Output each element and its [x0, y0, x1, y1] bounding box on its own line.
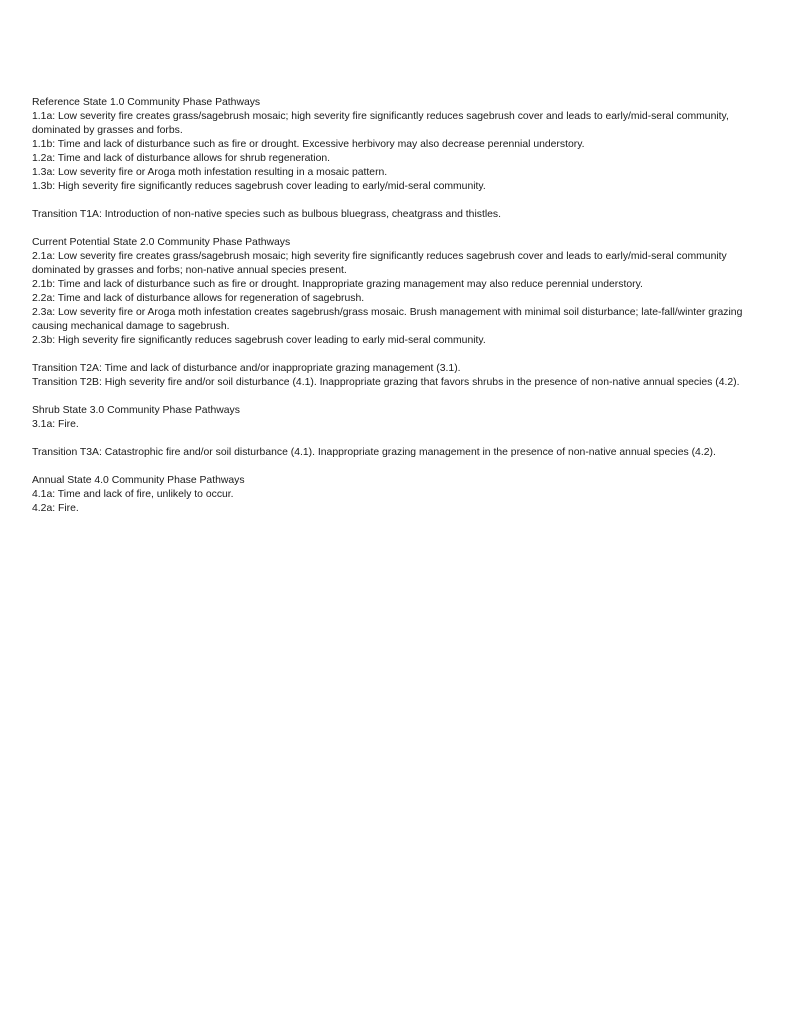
section-transition-t1a	[32, 208, 767, 222]
document-page	[32, 96, 767, 530]
section-annual-state	[32, 474, 767, 516]
pathway-1-2a: 1.2a: Time and lack of disturbance allows for shrub regeneration.	[32, 153, 331, 164]
pathway-3-1a: 3.1a: Fire.	[32, 419, 79, 430]
section-heading: Current Potential State 2.0 Community Phase Pathways	[32, 237, 291, 248]
section-heading: Annual State 4.0 Community Phase Pathways	[32, 475, 245, 486]
pathway-4-2a: 4.2a: Fire.	[32, 503, 79, 514]
transition-t2b: Transition T2B: High severity fire and/or soil disturbance (4.1). Inappropriate grazing that favors shrubs in the presence of non-native annual species (4.2).	[32, 377, 740, 388]
section-heading: Shrub State 3.0 Community Phase Pathways	[32, 405, 240, 416]
pathway-2-3b: 2.3b: High severity fire significantly reduces sagebrush cover leading to early mid-seral community.	[32, 335, 486, 346]
section-heading: Reference State 1.0 Community Phase Pathways	[32, 97, 261, 108]
section-transition-t3a	[32, 446, 767, 460]
pathway-1-1b: 1.1b: Time and lack of disturbance such as fire or drought. Excessive herbivory may also decrease perennial understory.	[32, 139, 585, 150]
pathway-2-1a: 2.1a: Low severity fire creates grass/sagebrush mosaic; high severity fire significantly reduces sagebrush cover and leads to early/mid-seral community dominated by grasses and forbs; non-native annual species present.	[32, 251, 727, 276]
transition-t2a: Transition T2A: Time and lack of disturbance and/or inappropriate grazing management (3.1).	[32, 363, 461, 374]
pathway-4-1a: 4.1a: Time and lack of fire, unlikely to occur.	[32, 489, 234, 500]
pathway-2-3a: 2.3a: Low severity fire or Aroga moth infestation creates sagebrush/grass mosaic. Brush management with minimal soil disturbance; late-fall/winter grazing causing mechanical damage to sagebrush.	[32, 307, 743, 332]
pathway-1-1a: 1.1a: Low severity fire creates grass/sagebrush mosaic; high severity fire significantly reduces sagebrush cover and leads to early/mid-seral community, dominated by grasses and forbs.	[32, 111, 729, 136]
section-transitions-t2	[32, 362, 767, 390]
pathway-1-3b: 1.3b: High severity fire significantly reduces sagebrush cover leading to early/mid-seral community.	[32, 181, 486, 192]
section-shrub-state	[32, 404, 767, 432]
section-current-potential-state	[32, 236, 767, 348]
pathway-1-3a: 1.3a: Low severity fire or Aroga moth infestation resulting in a mosaic pattern.	[32, 167, 388, 178]
section-reference-state	[32, 96, 767, 194]
pathway-2-1b: 2.1b: Time and lack of disturbance such as fire or drought. Inappropriate grazing management may also reduce perennial understory.	[32, 279, 643, 290]
transition-t1a: Transition T1A: Introduction of non-native species such as bulbous bluegrass, cheatgrass and thistles.	[32, 209, 501, 220]
pathway-2-2a: 2.2a: Time and lack of disturbance allows for regeneration of sagebrush.	[32, 293, 365, 304]
transition-t3a: Transition T3A: Catastrophic fire and/or soil disturbance (4.1). Inappropriate grazing management in the presence of non-native annual species (4.2).	[32, 447, 716, 458]
